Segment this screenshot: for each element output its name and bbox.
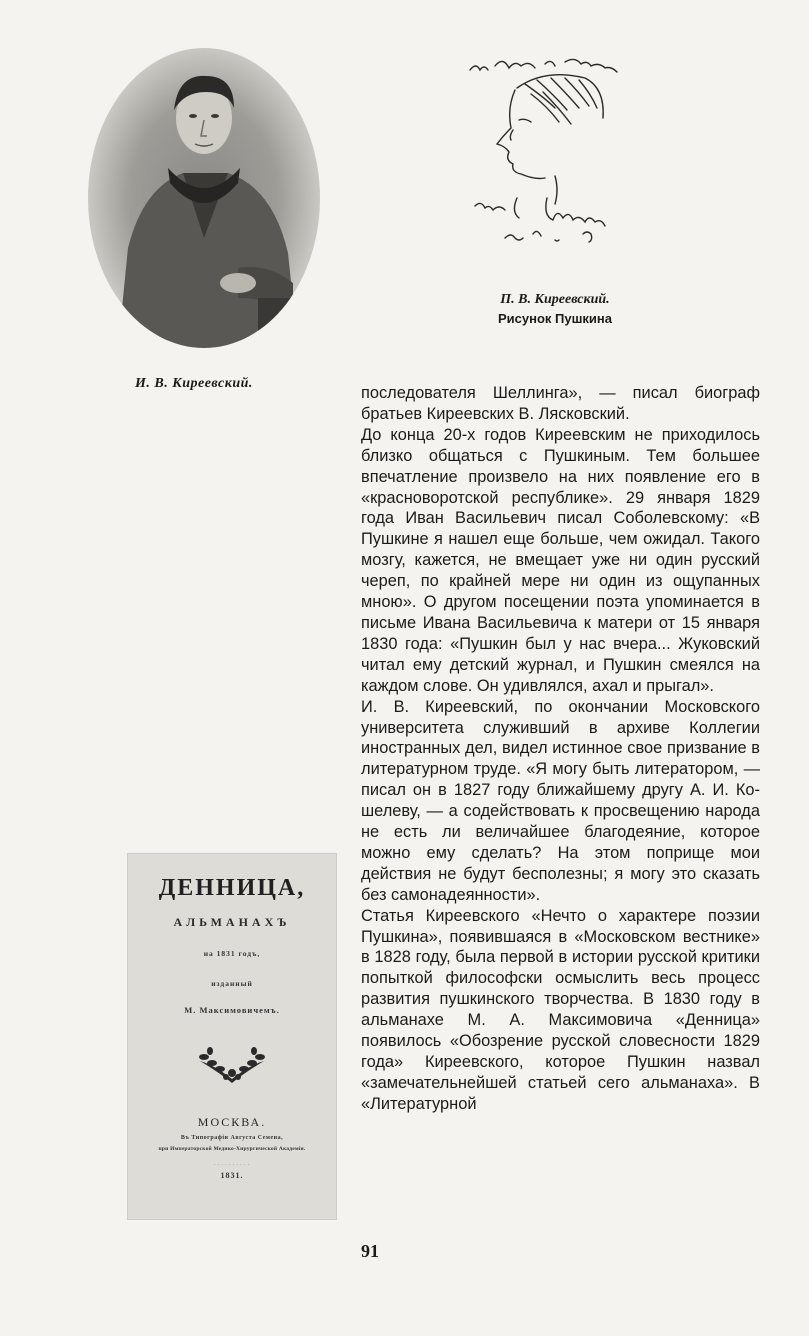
portrait-photo	[88, 48, 320, 348]
sketch-caption-name: П. В. Киреевский.	[500, 292, 610, 307]
portrait-caption: И. В. Киреевский.	[135, 376, 253, 391]
almanac-title: ДЕННИЦА,	[158, 875, 306, 901]
pushkin-sketch	[455, 48, 655, 258]
almanac-printer-line-1: Въ Типографіи Августа Семена,	[180, 1135, 284, 1141]
sketch-drawing	[455, 48, 655, 258]
almanac-published-line: изданный	[211, 979, 253, 988]
almanac-title-page	[127, 853, 337, 1220]
laurel-ornament-icon	[190, 1043, 274, 1087]
sketch-caption-subtitle: Рисунок Пушкина	[497, 311, 613, 326]
main-text-column	[361, 383, 760, 1115]
almanac-editor-line: М. Максимовичемъ.	[184, 1005, 280, 1015]
paragraph: Статья Киреевского «Нечто о характере поэзии Пушкина», появившаяся в «Московском вестнике» в 1828 году, была первой в истории русской критики попыткой философски осмыслить весь процесс развития пушкинского творчества. В 1830 году в альманахе М. А. Максимовича «Денница» появилось «Обозрение русской словесности 1829 года» Киреевского, которое Пушкин назвал «замечательнейшей статьей сего альманаха». В «Литературной	[361, 906, 760, 1113]
almanac-city: МОСКВА.	[197, 1115, 267, 1129]
almanac-rule: - - - - - - - - - -	[214, 1162, 250, 1166]
almanac-year: 1831.	[220, 1171, 244, 1180]
almanac-year-line: на 1831 годъ,	[203, 949, 261, 958]
paragraph: До конца 20-х годов Киреевским не приходилось близко общаться с Пушкиным. Тем большее впечатление произвело на них появление его в «красноворотской республике». 29 января 1829 года Иван Васильевич писал Соболевскому: «В Пушкине я нашел еще больше, чем ожидал. Такого мозгу, кажется, не вмещает уже ни один русский череп, по крайней мере ни один из ощупанных мною». О другом посещении поэта упоминается в письме Ивана Васильевича к матери от 15 января 1830 года: «Пушкин был у нас вчера... Жуковский читал ему детский журнал, и Пушкин смеялся на каждом слове. Он удивлялся, ахал и прыгал».	[361, 425, 760, 695]
page-number: 91	[361, 1241, 379, 1261]
almanac-printer-line-2: при Императорской Медико-Хирургической Академіи.	[158, 1146, 306, 1152]
portrait-figure-image	[88, 48, 320, 348]
paragraph: И. В. Киреевский, по окончании Московского университета служивший в архиве Коллегии иностранных дел, видел истинное свое призвание в литературном труде. «Я могу быть литератором, — писал он в 1827 году ближайшему другу А. И. Кошелеву, — а содействовать к просвещению народа не есть ли величайшее благодеяние, которое можно ему сделать? На этом поприще мои действия не будут бесполезны; я могу это сказать без самонадеянности».	[361, 697, 760, 904]
sketch-caption	[470, 290, 640, 328]
almanac-subtitle: АЛЬМАНАХЪ	[173, 915, 291, 929]
paragraph: последователя Шеллинга», — писал биограф братьев Киреевских В. Лясковский.	[361, 384, 760, 423]
